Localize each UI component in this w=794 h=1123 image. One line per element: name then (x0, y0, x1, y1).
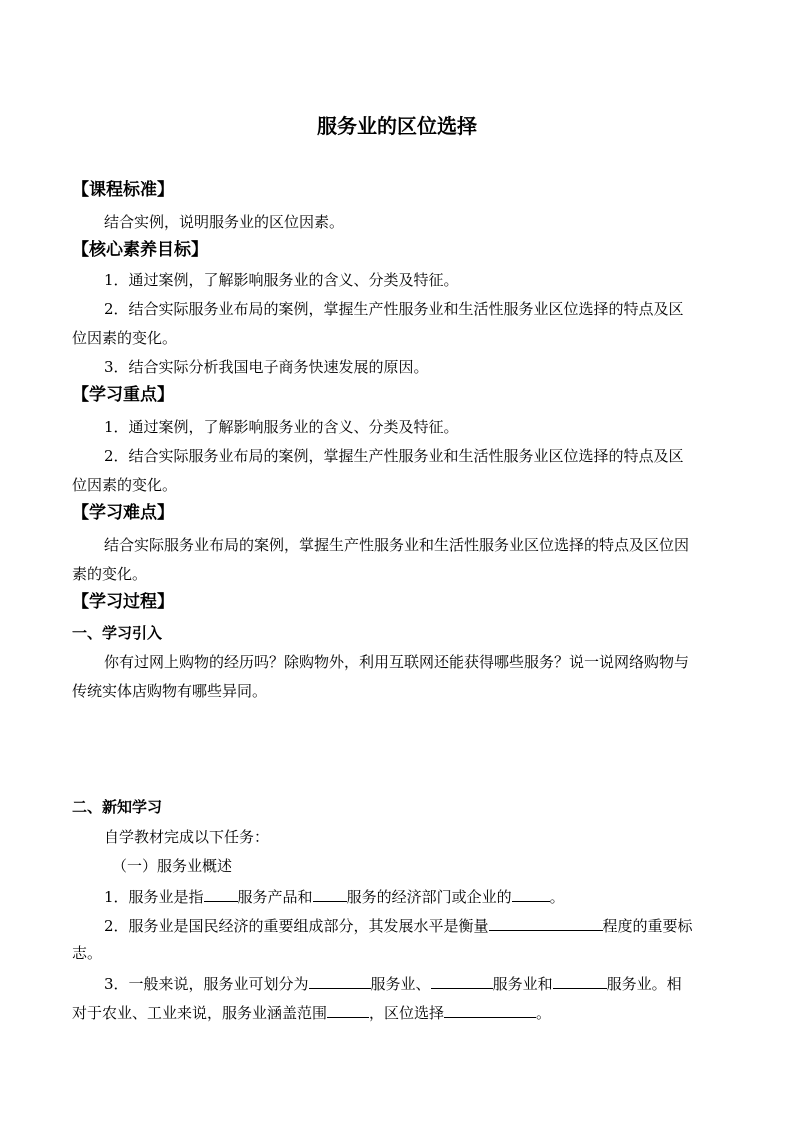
q3-text-b: 服务业、 (370, 975, 431, 993)
q3-blank-2[interactable] (431, 972, 493, 989)
intro-line1: 你有过网上购物的经历吗？除购物外，利用互联网还能获得哪些服务？说一说网络购物与 (104, 653, 690, 671)
q3-text-d: 服务业。相 (606, 975, 682, 993)
new-learning-heading: 二、新知学习 (72, 798, 163, 816)
key-points-heading: 【学习重点】 (72, 385, 174, 405)
question-1 (104, 885, 565, 907)
q3-line2 (72, 1001, 551, 1023)
task-text: 自学教材完成以下任务： (104, 828, 270, 846)
q1-blank-2[interactable] (313, 885, 347, 902)
q3-line2-text-b: ，区位选择 (369, 1004, 445, 1022)
difficulties-heading: 【学习难点】 (72, 503, 174, 523)
q2-text-a: 2．服务业是国民经济的重要组成部分，其发展水平是衡量 (104, 917, 489, 935)
q3-line2-text-a: 对于农业、工业来说，服务业涵盖范围 (72, 1004, 328, 1022)
q1-blank-3[interactable] (512, 885, 550, 902)
question-3 (104, 972, 682, 994)
key-points-item-2-line2: 位因素的变化。 (72, 476, 178, 494)
q2-blank-1[interactable] (489, 914, 603, 931)
q3-blank-3[interactable] (553, 972, 607, 989)
q1-text-c: 服务的经济部门或企业的 (346, 888, 512, 906)
q1-text-a: 1．服务业是指 (104, 888, 204, 906)
subsection-overview: （一）服务业概述 (112, 857, 233, 875)
q1-blank-1[interactable] (204, 885, 238, 902)
q3-blank-1[interactable] (309, 972, 371, 989)
q3-text-a: 3．一般来说，服务业可划分为 (104, 975, 309, 993)
q3-text-c: 服务业和 (492, 975, 553, 993)
goals-item-2-line2: 位因素的变化。 (72, 329, 178, 347)
key-points-item-1: 1．通过案例，了解影响服务业的含义、分类及特征。 (104, 418, 459, 436)
q1-text-b: 服务产品和 (237, 888, 313, 906)
goals-item-3: 3．结合实际分析我国电子商务快速发展的原因。 (104, 358, 429, 376)
difficulties-line2: 素的变化。 (72, 565, 148, 583)
goals-heading: 【核心素养目标】 (72, 240, 208, 260)
key-points-item-2-line1: 2．结合实际服务业布局的案例，掌握生产性服务业和生活性服务业区位选择的特点及区 (104, 447, 684, 465)
intro-line2: 传统实体店购物有哪些异同。 (72, 682, 268, 700)
goals-item-2-line1: 2．结合实际服务业布局的案例，掌握生产性服务业和生活性服务业区位选择的特点及区 (104, 300, 684, 318)
intro-heading: 一、学习引入 (72, 624, 163, 642)
q2-text-b: 程度的重要标 (602, 917, 693, 935)
question-2 (104, 914, 693, 936)
q3-blank-5[interactable] (444, 1001, 536, 1018)
q3-blank-4[interactable] (327, 1001, 369, 1018)
difficulties-line1: 结合实际服务业布局的案例，掌握生产性服务业和生活性服务业区位选择的特点及区位因 (104, 536, 690, 554)
standard-text: 结合实例，说明服务业的区位因素。 (104, 213, 345, 231)
process-heading: 【学习过程】 (72, 592, 174, 612)
page-title: 服务业的区位选择 (317, 114, 477, 138)
goals-item-1: 1．通过案例，了解影响服务业的含义、分类及特征。 (104, 271, 459, 289)
q1-text-d: 。 (549, 888, 565, 906)
q3-line2-text-c: 。 (536, 1004, 552, 1022)
q2-line2: 志。 (72, 944, 103, 962)
standard-heading: 【课程标准】 (72, 180, 174, 200)
